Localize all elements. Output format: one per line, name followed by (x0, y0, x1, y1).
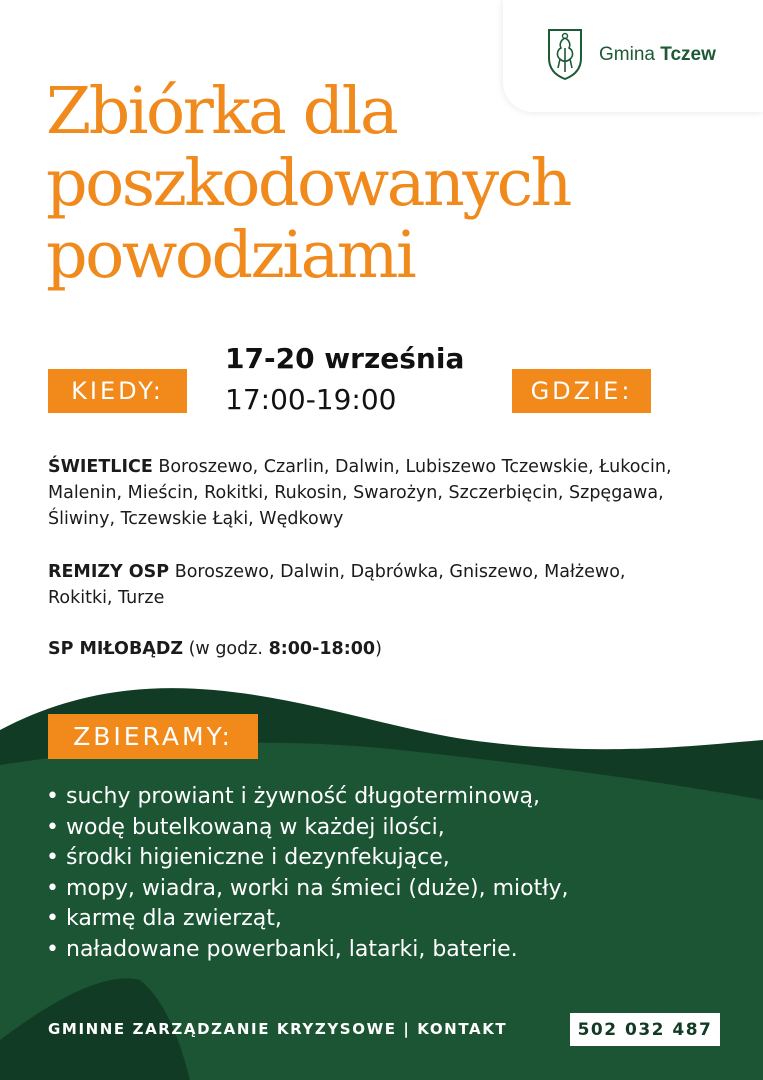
location-sp-milobadz (48, 636, 668, 662)
gmina-tczew-crest-icon (547, 28, 583, 80)
title-line-1: Zbiórka dla (46, 74, 397, 149)
when-label: KIEDY: (48, 369, 187, 413)
title-line-3: powodziami (46, 218, 415, 293)
contact-phone[interactable]: 502 032 487 (570, 1013, 720, 1046)
location-name: ŚWIETLICE (48, 457, 153, 477)
location-swietlice (48, 454, 728, 532)
event-date: 17-20 września (225, 342, 465, 375)
location-name: REMIZY OSP (48, 562, 170, 582)
location-hours-suffix: ) (375, 639, 382, 659)
list-item: • środki higieniczne i dezynfekujące, (46, 843, 568, 874)
list-item: • naładowane powerbanki, latarki, baterie. (46, 935, 568, 966)
event-time: 17:00-19:00 (225, 383, 397, 416)
location-hours-prefix: (w godz. (183, 639, 269, 659)
list-item: • mopy, wiadra, worki na śmieci (duże), miotły, (46, 874, 568, 905)
title-line-2: poszkodowanych (46, 146, 570, 221)
location-name: SP MIŁOBĄDZ (48, 639, 184, 659)
where-label: GDZIE: (512, 369, 651, 413)
collect-list (46, 782, 568, 965)
list-item: • suchy prowiant i żywność długoterminową, (46, 782, 568, 813)
footer-text: GMINNE ZARZĄDZANIE KRYZYSOWE | KONTAKT (48, 1020, 508, 1038)
logo-word-gmina: Gmina (599, 44, 655, 65)
location-details: Boroszewo, Dalwin, Dąbrówka, Gniszewo, Małżewo, Rokitki, Turze (48, 562, 626, 608)
location-details: Boroszewo, Czarlin, Dalwin, Lubiszewo Tczewskie, Łukocin, Malenin, Mieścin, Rokitki, Rukosin, Swarożyn, Szczerbięcin, Szpęgawa, Śliwiny, Tczewskie Łąki, Wędkowy (48, 457, 672, 529)
page-title (46, 76, 570, 292)
list-item: • wodę butelkowaną w każdej ilości, (46, 813, 568, 844)
logo-word-tczew: Tczew (660, 44, 716, 65)
location-hours: 8:00-18:00 (268, 639, 376, 659)
location-remizy-osp (48, 559, 668, 611)
collect-label: ZBIERAMY: (48, 714, 258, 759)
logo-text (599, 44, 716, 66)
list-item: • karmę dla zwierząt, (46, 904, 568, 935)
